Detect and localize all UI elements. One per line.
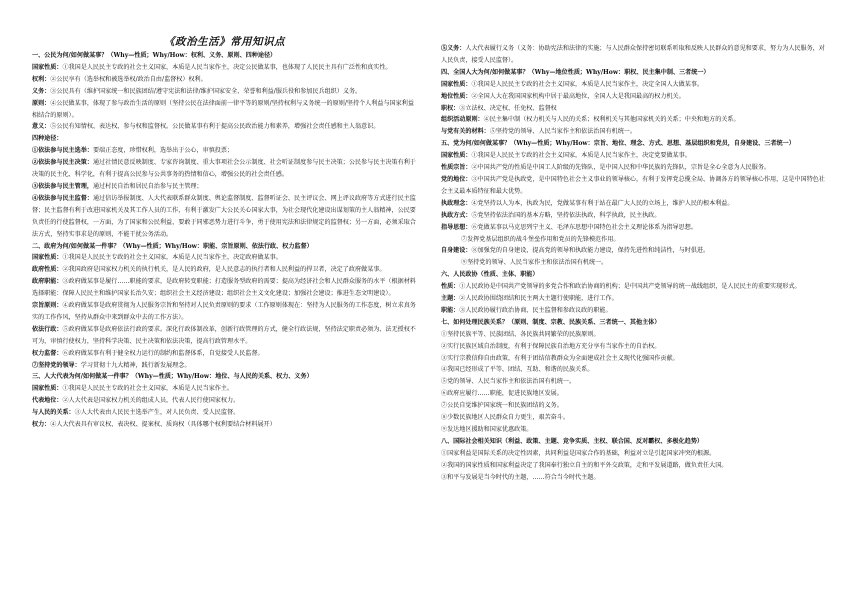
paragraph-text: ⑧加强党的自身建设，提高党的领导和执政能力建设，保持先进性和纯洁性，与时俱进。 <box>471 247 710 255</box>
paragraph <box>441 103 826 115</box>
paragraph <box>32 133 417 145</box>
paragraph-text: 要端正态度，珍惜权利，选举出于公心，审慎投票； <box>92 147 234 155</box>
paragraph-text: ①我国是人民民主专政的社会主义国家，本质是人民当家作主。 <box>62 385 234 393</box>
paragraph-text: ③立法权、决定权、任免权、监督权 <box>459 104 557 112</box>
paragraph-text: ②人民政协围绕团结和民主两大主题行使职能，进行工作。 <box>459 295 618 303</box>
paragraph-label: 国家性质： <box>441 80 472 88</box>
paragraph <box>441 376 826 388</box>
paragraph <box>32 98 417 122</box>
paragraph-label: 国家性质： <box>32 254 63 262</box>
paragraph-label: 性质宗旨： <box>441 164 472 172</box>
paragraph-text: ②公民享有（选举权和被选举权/政治自由/监督权）权利。 <box>50 75 207 83</box>
paragraph <box>32 419 417 431</box>
paragraph-text: ②我国政府是国家权力机关的执行机关，是人民的政府，是人民意志的执行者和人民利益的捍卫者，决定了政府做某事。 <box>62 266 386 274</box>
paragraph <box>441 198 826 210</box>
paragraph-label: 代表地位： <box>32 397 63 405</box>
paragraph <box>441 341 826 353</box>
paragraph-label: 义务： <box>32 87 51 95</box>
paragraph-text: ⑤党坚持依法治国的基本方略，坚持依法执政，科学执政，民主执政。 <box>471 211 661 219</box>
paragraph <box>32 407 417 419</box>
paragraph-text: ④公民做某事，体现了参与政治生活的原则（坚持公民在法律面前一律平等的原则/坚持权利与义务统一的原则/坚持个人利益与国家利益相结合的原则）。 <box>32 99 414 119</box>
paragraph-label: 国家性质： <box>32 63 63 71</box>
paragraph <box>441 257 826 269</box>
paragraph-text: ③人大代表由人民民主选举产生，对人民负责、受人民监督。 <box>74 409 240 417</box>
paragraph-text: ⑨坚持党的领导、人民当家作主和依法治国有机统一。 <box>461 259 608 267</box>
paragraph-text: 通过信访举报制度、人大代表联系群众制度、舆论监督制度、监督听证会、民主评议会、网上评议政府等方式进行民主监督；民主监督有利于改进国家机关及其工作人员的工作，有利于激发广大公民关心国家大事，为社会现代化建设出谋划策的主人翁精神，公民要负责任的行使监督权，一方面，为了国家和公民利益，要敢于同邪恶势力进行斗争，勇于使用宪法和法律规定的监督权；另一方面，必须采取合法方式，坚持实事求是的原则，不能干扰公务活动。 <box>32 194 416 238</box>
paragraph-text: ④民主集中制（权力机关与人民的关系；权利机关与其他国家机关的关系；中央和地方的关系。 <box>483 116 740 124</box>
paragraph-text: ⑦发挥党基层组织的战斗堡垒作用和党员的先锋模范作用。 <box>461 235 620 243</box>
paragraph <box>441 114 826 126</box>
paragraph-text: 通过社情民意反映制度、专家咨询制度、重大事项社会公示制度、社会听证制度参与民主决策；公民参与民主决策有利于决策的民主化、科学化，有利于提高公民参与公共事务的热情和信心，增强公民的社会责任感。 <box>32 159 416 179</box>
paragraph-text: ④人大代表具有审议权、表决权、提案权、质询权（具体哪个权利要结合材料展开） <box>50 421 276 429</box>
paragraph-text: ③中国共产党是执政党，是中国特色社会主义事业的领导核心，有利于发挥党总揽全局、协调各方的领导核心作用，这是中国特色社会主义最本质特征和最大优势。 <box>441 175 825 195</box>
paragraph-text: 学习贯彻十九大精神，践行新发展理念。 <box>80 361 191 369</box>
paragraph-label: 指导思想： <box>441 223 472 231</box>
paragraph <box>441 364 826 376</box>
paragraph <box>441 162 826 174</box>
paragraph-text: 人大代表履行义务（义务：协助宪法和法律的实施；与人民群众保持密切联系听取和反映人民群众的意见和要求，努力为人民服务，对人民负责，接受人民监督）。 <box>441 45 825 64</box>
paragraph <box>32 300 417 324</box>
paragraph-text: ②我国的国家性质和国家利益决定了我国奉行独立自主的和平外交政策，走和平发展道路，做负责任大国。 <box>441 461 728 469</box>
paragraph-text: ②全国人大在我国国家机构中居于最高地位，全国人大是我国最高的权力机关。 <box>471 92 685 100</box>
paragraph-text: ①人民政协是中国共产党领导的多党合作和政治协商的机构；是中国共产党领导的统一战线组织，是人民民主的重要实现形式。 <box>459 283 801 291</box>
paragraph-text: ⑥党做某事以马克思列宁主义、毛泽东思想中国特色社会主义理论体系为指导思想。 <box>471 223 697 231</box>
paragraph <box>32 74 417 86</box>
paragraph <box>441 329 826 341</box>
paragraph-text: ⑥政府应履行……职能，促进民族地区发展。 <box>441 390 563 398</box>
paragraph-label: 地位性质： <box>441 92 472 100</box>
paragraph-label: 党的地位： <box>441 175 472 183</box>
right-column <box>441 43 826 484</box>
paragraph <box>441 91 826 103</box>
paragraph-text: ①我国是人民民主专政的社会主义国家，本质是人民当家作主，决定全国人大做某事。 <box>471 80 704 88</box>
paragraph <box>441 460 826 472</box>
paragraph-label: 意义： <box>32 123 51 131</box>
paragraph-label: 组织活动原则： <box>441 116 484 124</box>
paragraph <box>32 62 417 74</box>
paragraph-text: ⑤政府做某事是政府依法行政的要求。深化行政体制改革，创新行政管理的方式，健全行政法规，坚持法定职责必须为、法无授权不可为，审慎行使权力，坚持科学决策、民主决策和依法决策，提高行政管理水平。 <box>32 325 416 345</box>
paragraph-label: ⑦坚持党的领导： <box>32 361 81 369</box>
paragraph <box>441 245 826 257</box>
paragraph <box>32 395 417 407</box>
paragraph <box>441 472 826 484</box>
paragraph-label: ④依法参与民主监督： <box>32 194 93 202</box>
paragraph-text: ④我国已经形成了平等、团结、互助、和谐的民族关系。 <box>441 366 594 374</box>
paragraph <box>32 264 417 276</box>
paragraph-text: ①我国是人民民主专政的社会主义国家，本质是人民当家作主，决定公民做某事，也体现了人民民主具有广泛性和真实性。 <box>62 63 392 71</box>
paragraph-text: ①坚持民族平等、民族团结、各民族共同繁荣的民族原则。 <box>441 330 600 338</box>
paragraph-text: ⑤公民有知情权、表达权、参与权和监督权。公民做某事有利于提高公民政治能力和素养，增强社会责任感和主人翁意识。 <box>50 123 380 131</box>
section-heading: 三、人大代表为何/如何做某一件事？（Why—性质；Why/How：地位、与人民的关系、权力、义务） <box>32 373 313 381</box>
paragraph <box>32 145 417 157</box>
paragraph <box>441 388 826 400</box>
document-title: 《政治生活》常用知识点 <box>164 36 285 48</box>
paragraph-label: 职能： <box>441 306 460 314</box>
paragraph <box>441 293 826 305</box>
paragraph-label: 权力监督： <box>32 349 63 357</box>
paragraph-text: ④政府做某事是政府贯彻为人民服务宗旨和坚持对人民负责原则的要求（工作原则体现在：坚持为人民服务的工作态度，树立求真务实的工作作风，坚持从群众中来到群众中去的工作方法）。 <box>32 302 416 321</box>
paragraph-label: 原则： <box>32 99 51 107</box>
paragraph <box>32 252 417 264</box>
left-column <box>32 50 417 431</box>
paragraph-label: 自身建设： <box>441 247 472 255</box>
paragraph-label: ②依法参与民主决策： <box>32 159 93 167</box>
paragraph-label: 与人民的关系： <box>32 409 75 417</box>
paragraph-text: ③人民政协履行政治协商、民主监督和参政议政的职能。 <box>459 306 612 314</box>
paragraph <box>441 400 826 412</box>
paragraph-text: ⑤党的领导、人民当家作主和依法治国有机统一。 <box>441 378 576 386</box>
paragraph-text: ②人大代表是国家权力机关的组成人员，代表人民行使国家权力。 <box>62 397 240 405</box>
paragraph-text: ③实行宗教信仰自由政策，有利于团结信教群众为全面建成社会主义现代化强国作贡献。 <box>441 354 679 362</box>
paragraph <box>32 360 417 372</box>
paragraph-text: ⑦公民自觉维护国家统一和民族团结的义务。 <box>441 402 563 410</box>
paragraph <box>441 281 826 293</box>
paragraph-text: ④党坚持以人为本，执政为民，党做某事有利于站在最广大人民的立场上，维护人民的根本利益。 <box>471 199 734 207</box>
section-heading: 六、人民政协（性质、主体、职能） <box>441 271 539 279</box>
paragraph-label: 职权： <box>441 104 460 112</box>
paragraph-text: ⑤坚持党的领导、人民当家作主和依法治国有机统一。 <box>489 128 636 136</box>
paragraph <box>32 121 417 133</box>
paragraph-label: 主题： <box>441 295 460 303</box>
paragraph-label: 政府职能： <box>32 278 63 286</box>
paragraph-label: 性质： <box>441 283 460 291</box>
paragraph <box>32 276 417 300</box>
paragraph <box>441 126 826 138</box>
paragraph <box>441 353 826 365</box>
paragraph <box>32 348 417 360</box>
paragraph-text: ①国家利益是国际关系的决定性因素，共同利益是国家合作的基础，利益对立是引起国家冲突的根源。 <box>441 449 716 457</box>
paragraph-label: ⑤义务： <box>441 45 466 52</box>
paragraph <box>441 150 826 162</box>
paragraph <box>441 448 826 460</box>
paragraph <box>32 157 417 181</box>
paragraph <box>32 181 417 193</box>
paragraph-text: ①我国是人民民主专政的社会主义国家，本质是人民当家作主，决定党要做某事。 <box>471 152 691 160</box>
paragraph-text: ②实行民族区域自治制度，有利于保障民族自治地方充分享有当家作主的自治权。 <box>441 342 661 350</box>
section-heading: 五、党为何/如何做某事？（Why—性质；Why/How：宗旨、地位、理念、方式、思想、基层组织和党员，自身建设、三者统一） <box>441 140 795 148</box>
paragraph-text: ③政府做某事是履行……职能的要求，是政府转变职能；打造服务型政府的需要；提高为经济社会和人民群众服务的水平（根据材料选择职能：保障人民民主和维护国家长治久安；组织社会主义经济建设；组织社会主义文化建设；加强社会建设；推进生态文明建设）。 <box>32 278 416 298</box>
paragraph-label: 四种途径： <box>32 135 63 143</box>
section-heading: 八、国际社会相关知识（利益、政策、主题、竞争实质、主权、联合国、反对霸权、多极化趋势） <box>441 437 704 445</box>
paragraph-text: ⑨发达地区援助和国家优惠政策。 <box>441 426 533 433</box>
paragraph <box>441 222 826 234</box>
paragraph-label: 权利： <box>32 75 51 83</box>
paragraph-label: 国家性质： <box>32 385 63 393</box>
section-heading: 二、政府为何/如何做某一件事？（Why—性质；Why/How：职能、宗旨原则、依法行政、权力监督） <box>32 242 313 250</box>
paragraph <box>441 79 826 91</box>
paragraph <box>441 210 826 222</box>
paragraph-text: ⑥政府做某事有利于健全权力运行的制约和监督体系，自觉接受人民监督。 <box>62 349 264 357</box>
paragraph <box>441 305 826 317</box>
section-heading: 四、全国人大为何/如何做某事？（Why—地位性质；Why/How：职权、民主集中制、三者统一） <box>441 68 710 76</box>
paragraph <box>32 324 417 348</box>
paragraph <box>441 174 826 198</box>
section-heading: 七、如何处理民族关系？（原则、制度、宗教、民族关系、三者统一、其他主体） <box>441 318 661 326</box>
paragraph <box>32 383 417 395</box>
paragraph <box>441 424 826 436</box>
paragraph-label: 与党有关的材料： <box>441 128 490 136</box>
paragraph <box>32 193 417 241</box>
paragraph <box>32 86 417 98</box>
paragraph-label: 国家性质： <box>441 152 472 160</box>
paragraph-label: 执政理念： <box>441 199 472 207</box>
paragraph-text: ②中国共产党的性质是中国工人阶级的先锋队，是中国人民和中华民族的先锋队，宗旨是全心全意为人民服务。 <box>471 164 771 172</box>
paragraph-text: ①我国是人民民主专政的社会主义国家，本质是人民当家作主，决定政府做某事。 <box>62 254 282 262</box>
paragraph-label: ①依法参与民主选举： <box>32 147 93 155</box>
paragraph-label: 执政方式： <box>441 211 472 219</box>
paragraph-text: 通过村民自治和居民自治参与民主管理； <box>92 182 203 190</box>
paragraph-text: ⑧少数民族地区人民群众自力更生，艰苦奋斗。 <box>441 414 569 422</box>
paragraph <box>441 234 826 246</box>
section-heading: 一、公民为何/如何做某事？（Why—性质；Why/How：权利、义务、原则、四种途径） <box>32 52 277 59</box>
paragraph-label: 依法行政： <box>32 325 63 333</box>
paragraph-text: ③公民具有（维护国家统一和民族团结/遵守宪法和法律/维护国家安全、荣誉和利益/服兵役和参加民兵组织）义务。 <box>50 87 362 95</box>
paragraph <box>441 43 826 67</box>
paragraph-text: ③和平与发展是当今时代的主题，……符合当今时代主题。 <box>441 473 600 481</box>
paragraph-label: ③依法参与民主管理， <box>32 182 93 190</box>
paragraph-label: 政府性质： <box>32 266 63 274</box>
paragraph <box>441 412 826 424</box>
paragraph-label: 权力： <box>32 421 51 429</box>
paragraph-label: 宗旨原则： <box>32 302 63 310</box>
